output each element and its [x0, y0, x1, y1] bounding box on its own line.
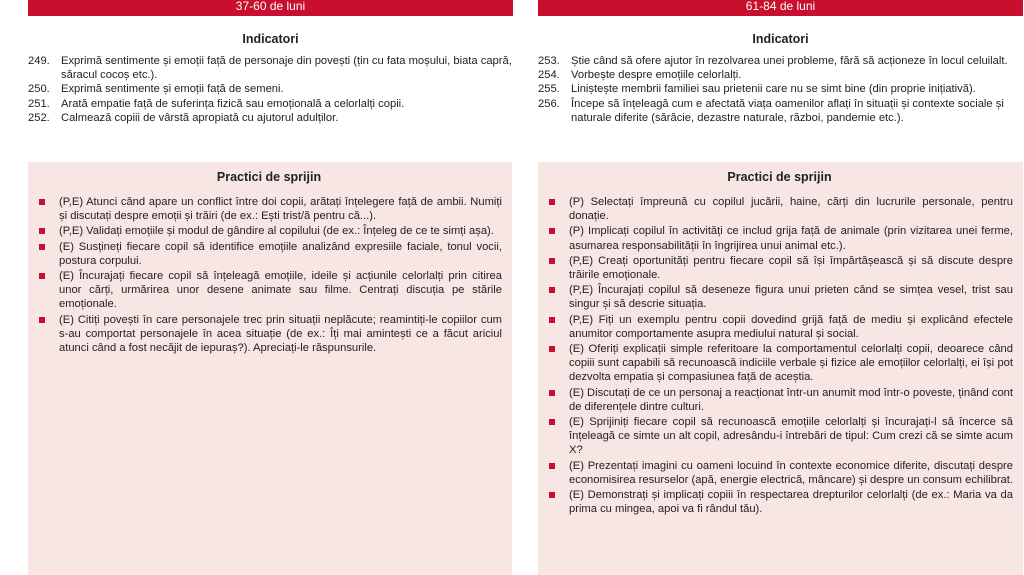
square-bullet-icon [549, 287, 555, 293]
practice-item [546, 313, 1013, 341]
age-group-header: 61-84 de luni [538, 0, 1023, 16]
practice-item [546, 195, 1013, 223]
indicator-item [538, 97, 1023, 125]
practice-text: (E) Oferiți explicații simple referitoare la comportamentul celorlalți copii, deoarece când copiii sunt capabili să recunoască indiciile verbale și fizice ale emoțiilor celorlalți, ei își pot dezvolta empatia și compasiunea față de aceștia. [569, 343, 1013, 384]
square-bullet-icon [549, 492, 555, 498]
indicator-item [538, 54, 1023, 68]
practice-text: (E) Încurajați fiecare copil să înțeleagă emoțiile, ideile și acțiunile celorlalți prin citirea unor cărți, urmărirea unor desene animate sau filme. Centrați discuția pe stările emoționale. [59, 270, 502, 311]
square-bullet-icon [549, 317, 555, 323]
square-bullet-icon [39, 317, 45, 323]
indicators-list [538, 54, 1023, 125]
indicator-text: Arată empatie față de suferința fizică sau emoțională a celorlalți copii. [61, 97, 405, 110]
indicator-text: Vorbește despre emoțiile celorlalți. [571, 69, 742, 82]
indicator-text: Știe când să ofere ajutor în rezolvarea unei probleme, fără să acționeze în locul celuilalt. [571, 55, 1008, 67]
practice-item [36, 240, 502, 268]
indicators-list [28, 54, 513, 125]
indicator-number: 252. [28, 111, 50, 124]
indicator-item [28, 54, 513, 82]
practice-item [546, 342, 1013, 385]
indicators-title: Indicatori [752, 32, 809, 46]
practice-text: (P,E) Fiți un exemplu pentru copii dovedind grijă față de mediu și explicând efectele anumitor comportamente asupra mediului natural și social. [569, 313, 1013, 340]
practice-item [546, 415, 1013, 458]
left-column [28, 0, 513, 125]
practice-text: (P) Selectați împreună cu copilul jucării, haine, cărți din lucrurile personale, pentru donație. [569, 196, 1013, 223]
practice-item [546, 488, 1013, 516]
square-bullet-icon [39, 228, 45, 234]
practices-title: Practici de sprijin [727, 170, 832, 184]
indicator-item [538, 68, 1023, 82]
square-bullet-icon [549, 419, 555, 425]
square-bullet-icon [39, 199, 45, 205]
practice-item [36, 224, 502, 238]
indicator-number: 251. [28, 97, 50, 110]
practice-text: (E) Susțineți fiecare copil să identifice emoțiile analizând expresiile faciale, tonul vocii, postura corpului. [59, 240, 502, 267]
square-bullet-icon [549, 463, 555, 469]
practice-item [36, 269, 502, 312]
square-bullet-icon [549, 258, 555, 264]
practice-item [546, 459, 1013, 487]
indicator-item [28, 111, 513, 125]
indicator-number: 249. [28, 55, 50, 67]
square-bullet-icon [549, 390, 555, 396]
indicator-text: Liniștește membrii familiei sau prietenii care nu se simt bine (din proprie inițiativă). [571, 83, 976, 96]
practice-item [546, 386, 1013, 414]
support-practices-box [538, 162, 1023, 575]
indicator-number: 256. [538, 97, 560, 110]
practice-item [36, 195, 502, 223]
practice-item [546, 224, 1013, 252]
practice-item [546, 254, 1013, 282]
indicator-text: Calmează copiii de vârstă apropiată cu ajutorul adulților. [61, 111, 339, 124]
support-practices-box [28, 162, 512, 575]
practice-text: (E) Sprijiniți fiecare copil să recunoască emoțiile celorlalți și încurajați-l să încerce să înțeleagă ce simte un alt copil, adresându-i întrebări de tipul: Cum crezi că se simte acum X? [569, 416, 1013, 457]
indicators-title: Indicatori [242, 32, 299, 46]
practice-text: (P,E) Atunci când apare un conflict între doi copii, arătați înțelegere față de ambii. Numiți și discutați despre emoții și trăiri (de ex.: Ești trist/ă pentru că...). [59, 196, 502, 223]
practice-text: (P,E) Validați emoțiile și modul de gândire al copilului (de ex.: Înțeleg de ce te simți așa). [59, 225, 494, 238]
indicator-number: 253. [538, 55, 560, 67]
practice-item [546, 283, 1013, 311]
practice-text: (P) Implicați copilul în activități ce includ grija față de animale (prin vizitarea unei ferme, asumarea responsabilității în îngrijirea unui animal etc.). [569, 225, 1013, 252]
practices-title: Practici de sprijin [216, 170, 322, 184]
practice-text: (E) Prezentați imagini cu oameni locuind în contexte economice diferite, discutați despre economisirea resurselor (apă, energie electrică, mâncare) și despre un consum echilibrat. [569, 459, 1013, 486]
indicator-text: Începe să înțeleagă cum e afectată viața oamenilor aflați în situații și contexte sociale și naturale diferite (sărăcie, dezastre naturale, război, pandemie etc.). [571, 97, 1004, 124]
square-bullet-icon [39, 273, 45, 279]
practice-text: (E) Demonstrați și implicați copiii în respectarea drepturilor celorlalți (de ex.: Maria va da prima cu mingea, apoi va fi rândul tău). [569, 489, 1013, 516]
indicator-number: 255. [538, 83, 560, 96]
square-bullet-icon [549, 199, 555, 205]
practice-text: (E) Discutați de ce un personaj a reacționat într-un anumit mod într-o poveste, ținând cont de diferențele dintre culturi. [569, 386, 1014, 413]
square-bullet-icon [549, 228, 555, 234]
indicator-text: Exprimă sentimente și emoții față de semeni. [61, 83, 284, 96]
indicator-text: Exprimă sentimente și emoții față de personaje din povești (țin cu fata moșului, biata capră, săracul cocoș etc.). [61, 55, 512, 82]
practices-list [36, 195, 502, 355]
indicator-item [28, 97, 513, 111]
square-bullet-icon [39, 244, 45, 250]
practice-item [36, 313, 502, 356]
practice-text: (E) Citiți povești în care personajele trec prin situații neplăcute; reamintiți-le copiilor cum s-au comportat personajele în acea situație (de ex.: Îți mai amintești ce a făcut ariciul atunci când a fost necăjit de iepuraș?). Apreciați-le răspunsurile. [59, 313, 502, 355]
square-bullet-icon [549, 346, 555, 352]
indicator-item [28, 82, 513, 96]
indicator-number: 250. [28, 83, 50, 96]
practices-list [546, 195, 1013, 516]
practice-text: (P,E) Creați oportunități pentru fiecare copil să își împărtășească și să discute despre trăirile emoționale. [569, 254, 1013, 282]
indicator-item [538, 82, 1023, 96]
right-column [538, 0, 1023, 125]
practice-text: (P,E) Încurajați copilul să deseneze figura unui prieten când se simțea vesel, trist sau singur și să descrie situația. [569, 284, 1013, 311]
age-group-header: 37-60 de luni [28, 0, 513, 16]
indicator-number: 254. [538, 69, 560, 82]
